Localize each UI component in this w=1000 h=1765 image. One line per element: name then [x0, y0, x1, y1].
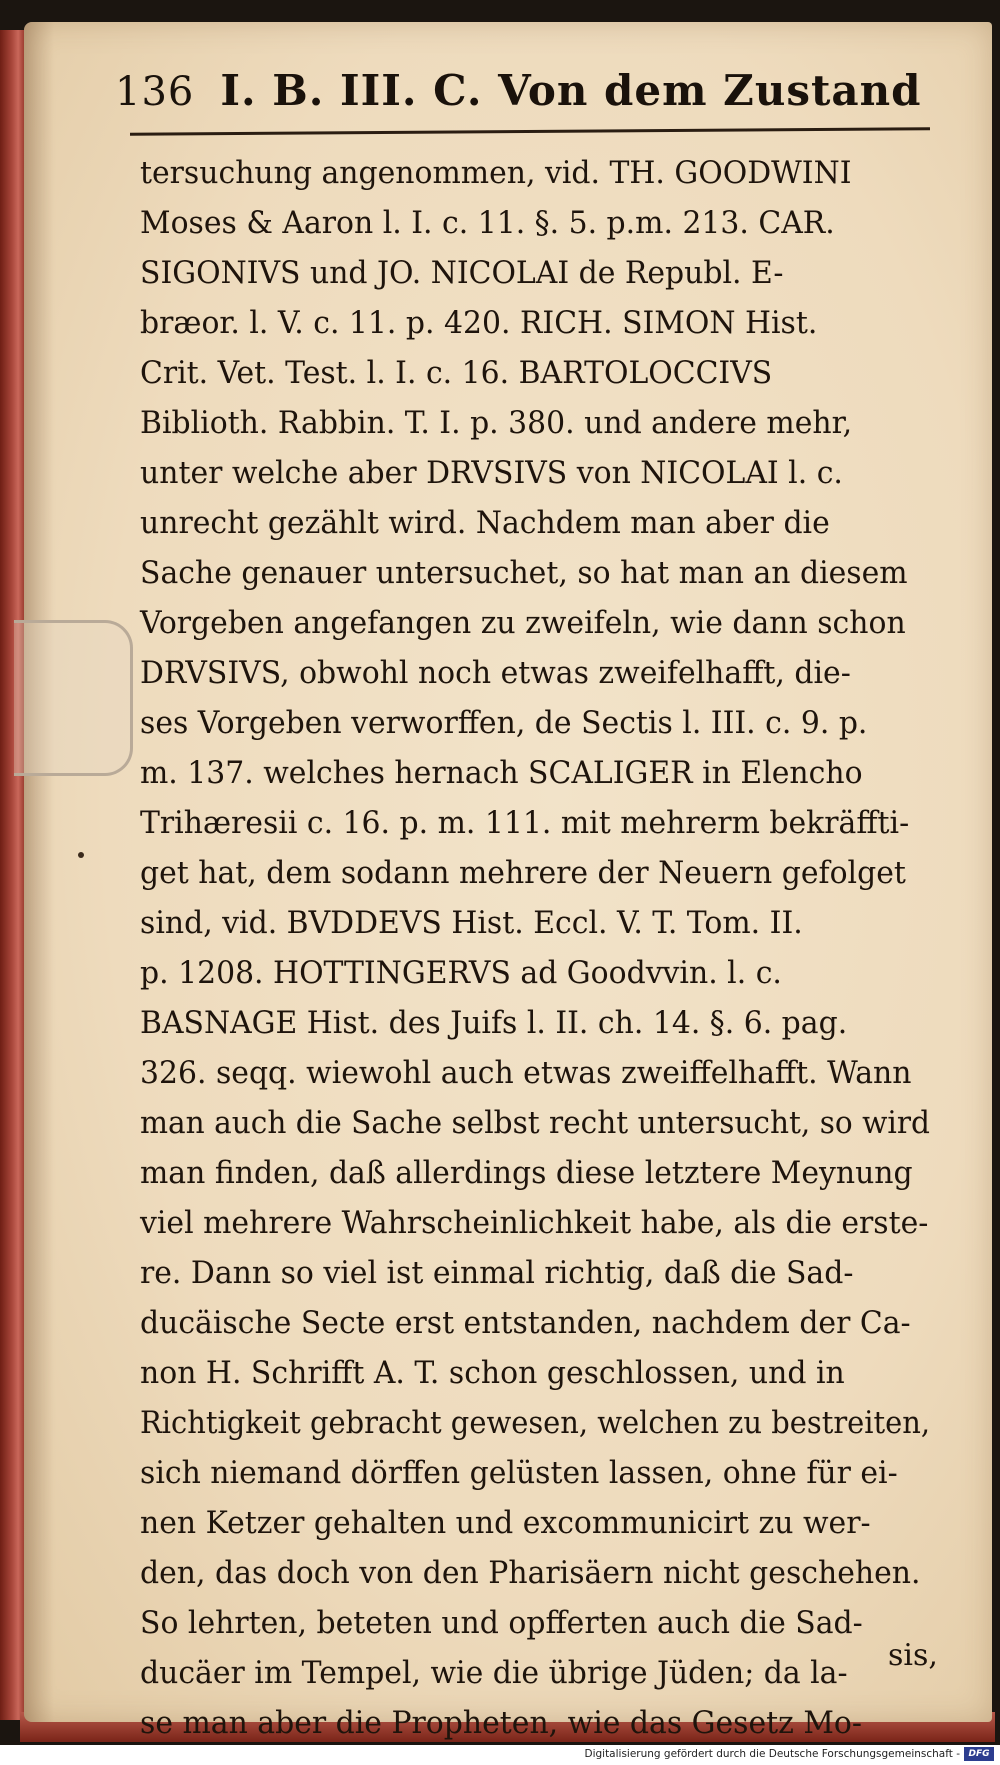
text-line: So lehrten, beteten und opfferten auch die Sad- — [140, 1605, 863, 1641]
running-head: I. B. III. C. Von dem Zustand — [220, 66, 922, 115]
text-line: man finden, daß allerdings diese letztere Meynung — [140, 1155, 913, 1191]
text-line: sind, vid. BVDDEVS Hist. Eccl. V. T. Tom. II. — [140, 905, 803, 941]
dfg-logo: DFG — [964, 1747, 994, 1761]
page-header — [115, 66, 935, 128]
text-line: tersuchung angenommen, vid. TH. GOODWINI — [140, 155, 852, 191]
text-line: BASNAGE Hist. des Juifs l. II. ch. 14. §. 6. pag. — [140, 1005, 848, 1041]
text-line: re. Dann so viel ist einmal richtig, daß die Sad- — [140, 1255, 854, 1291]
text-line: non H. Schrifft A. T. schon geschlossen, und in — [140, 1355, 845, 1391]
text-line: Richtigkeit gebracht gewesen, welchen zu bestreiten, — [140, 1405, 931, 1441]
text-line: Crit. Vet. Test. l. I. c. 16. BARTOLOCCIVS — [140, 355, 773, 391]
text-line: ducäer im Tempel, wie die übrige Jüden; da la- — [140, 1655, 848, 1691]
text-line: m. 137. welches hernach SCALIGER in Elencho — [140, 755, 863, 791]
text-line: DRVSIVS, obwohl noch etwas zweifelhafft, die- — [140, 655, 851, 691]
text-line: SIGONIVS und JO. NICOLAI de Republ. E- — [140, 255, 784, 291]
text-line: Sache genauer untersuchet, so hat man an diesem — [140, 555, 908, 591]
margin-mark — [78, 852, 84, 858]
text-line: man auch die Sache selbst recht untersucht, so wird — [140, 1105, 930, 1141]
text-line: Moses & Aaron l. I. c. 11. §. 5. p.m. 213. CAR. — [140, 205, 835, 241]
text-line: p. 1208. HOTTINGERVS ad Goodvvin. l. c. — [140, 955, 782, 991]
text-line: Biblioth. Rabbin. T. I. p. 380. und andere mehr, — [140, 405, 853, 441]
text-line: sich niemand dörffen gelüsten lassen, ohne für ei- — [140, 1455, 898, 1491]
text-line: viel mehrere Wahrscheinlichkeit habe, als die erste- — [140, 1205, 929, 1241]
text-line: 326. seqq. wiewohl auch etwas zweiffelhafft. Wann — [140, 1055, 912, 1091]
text-line: unrecht gezählt wird. Nachdem man aber die — [140, 505, 830, 541]
page-number: 136 — [115, 69, 195, 115]
text-line: nen Ketzer gehalten und excommunicirt zu wer- — [140, 1505, 871, 1541]
text-line: unter welche aber DRVSIVS von NICOLAI l. c. — [140, 455, 843, 491]
catchword: sis, — [888, 1638, 938, 1673]
page-gutter-shadow — [24, 22, 54, 1722]
text-line: ses Vorgeben verworffen, de Sectis l. III. c. 9. p. — [140, 705, 868, 741]
text-line: se man aber die Propheten, wie das Gesetz Mo- — [140, 1705, 862, 1741]
text-line: Vorgeben angefangen zu zweifeln, wie dann schon — [140, 605, 906, 641]
text-line: bræor. l. V. c. 11. p. 420. RICH. SIMON Hist. — [140, 305, 818, 341]
text-line: den, das doch von den Pharisäern nicht geschehen. — [140, 1555, 921, 1591]
body-text — [140, 148, 960, 1748]
book-edge-left — [0, 30, 26, 1720]
text-line: get hat, dem sodann mehrere der Neuern gefolget — [140, 855, 906, 891]
bookmark-tab — [14, 620, 133, 776]
digitization-credit: Digitalisierung gefördert durch die Deutsche Forschungsgemeinschaft - — [584, 1748, 960, 1760]
text-line: ducäische Secte erst entstanden, nachdem der Ca- — [140, 1305, 911, 1341]
text-line: Trihæresii c. 16. p. m. 111. mit mehrerm bekräffti- — [140, 805, 910, 841]
